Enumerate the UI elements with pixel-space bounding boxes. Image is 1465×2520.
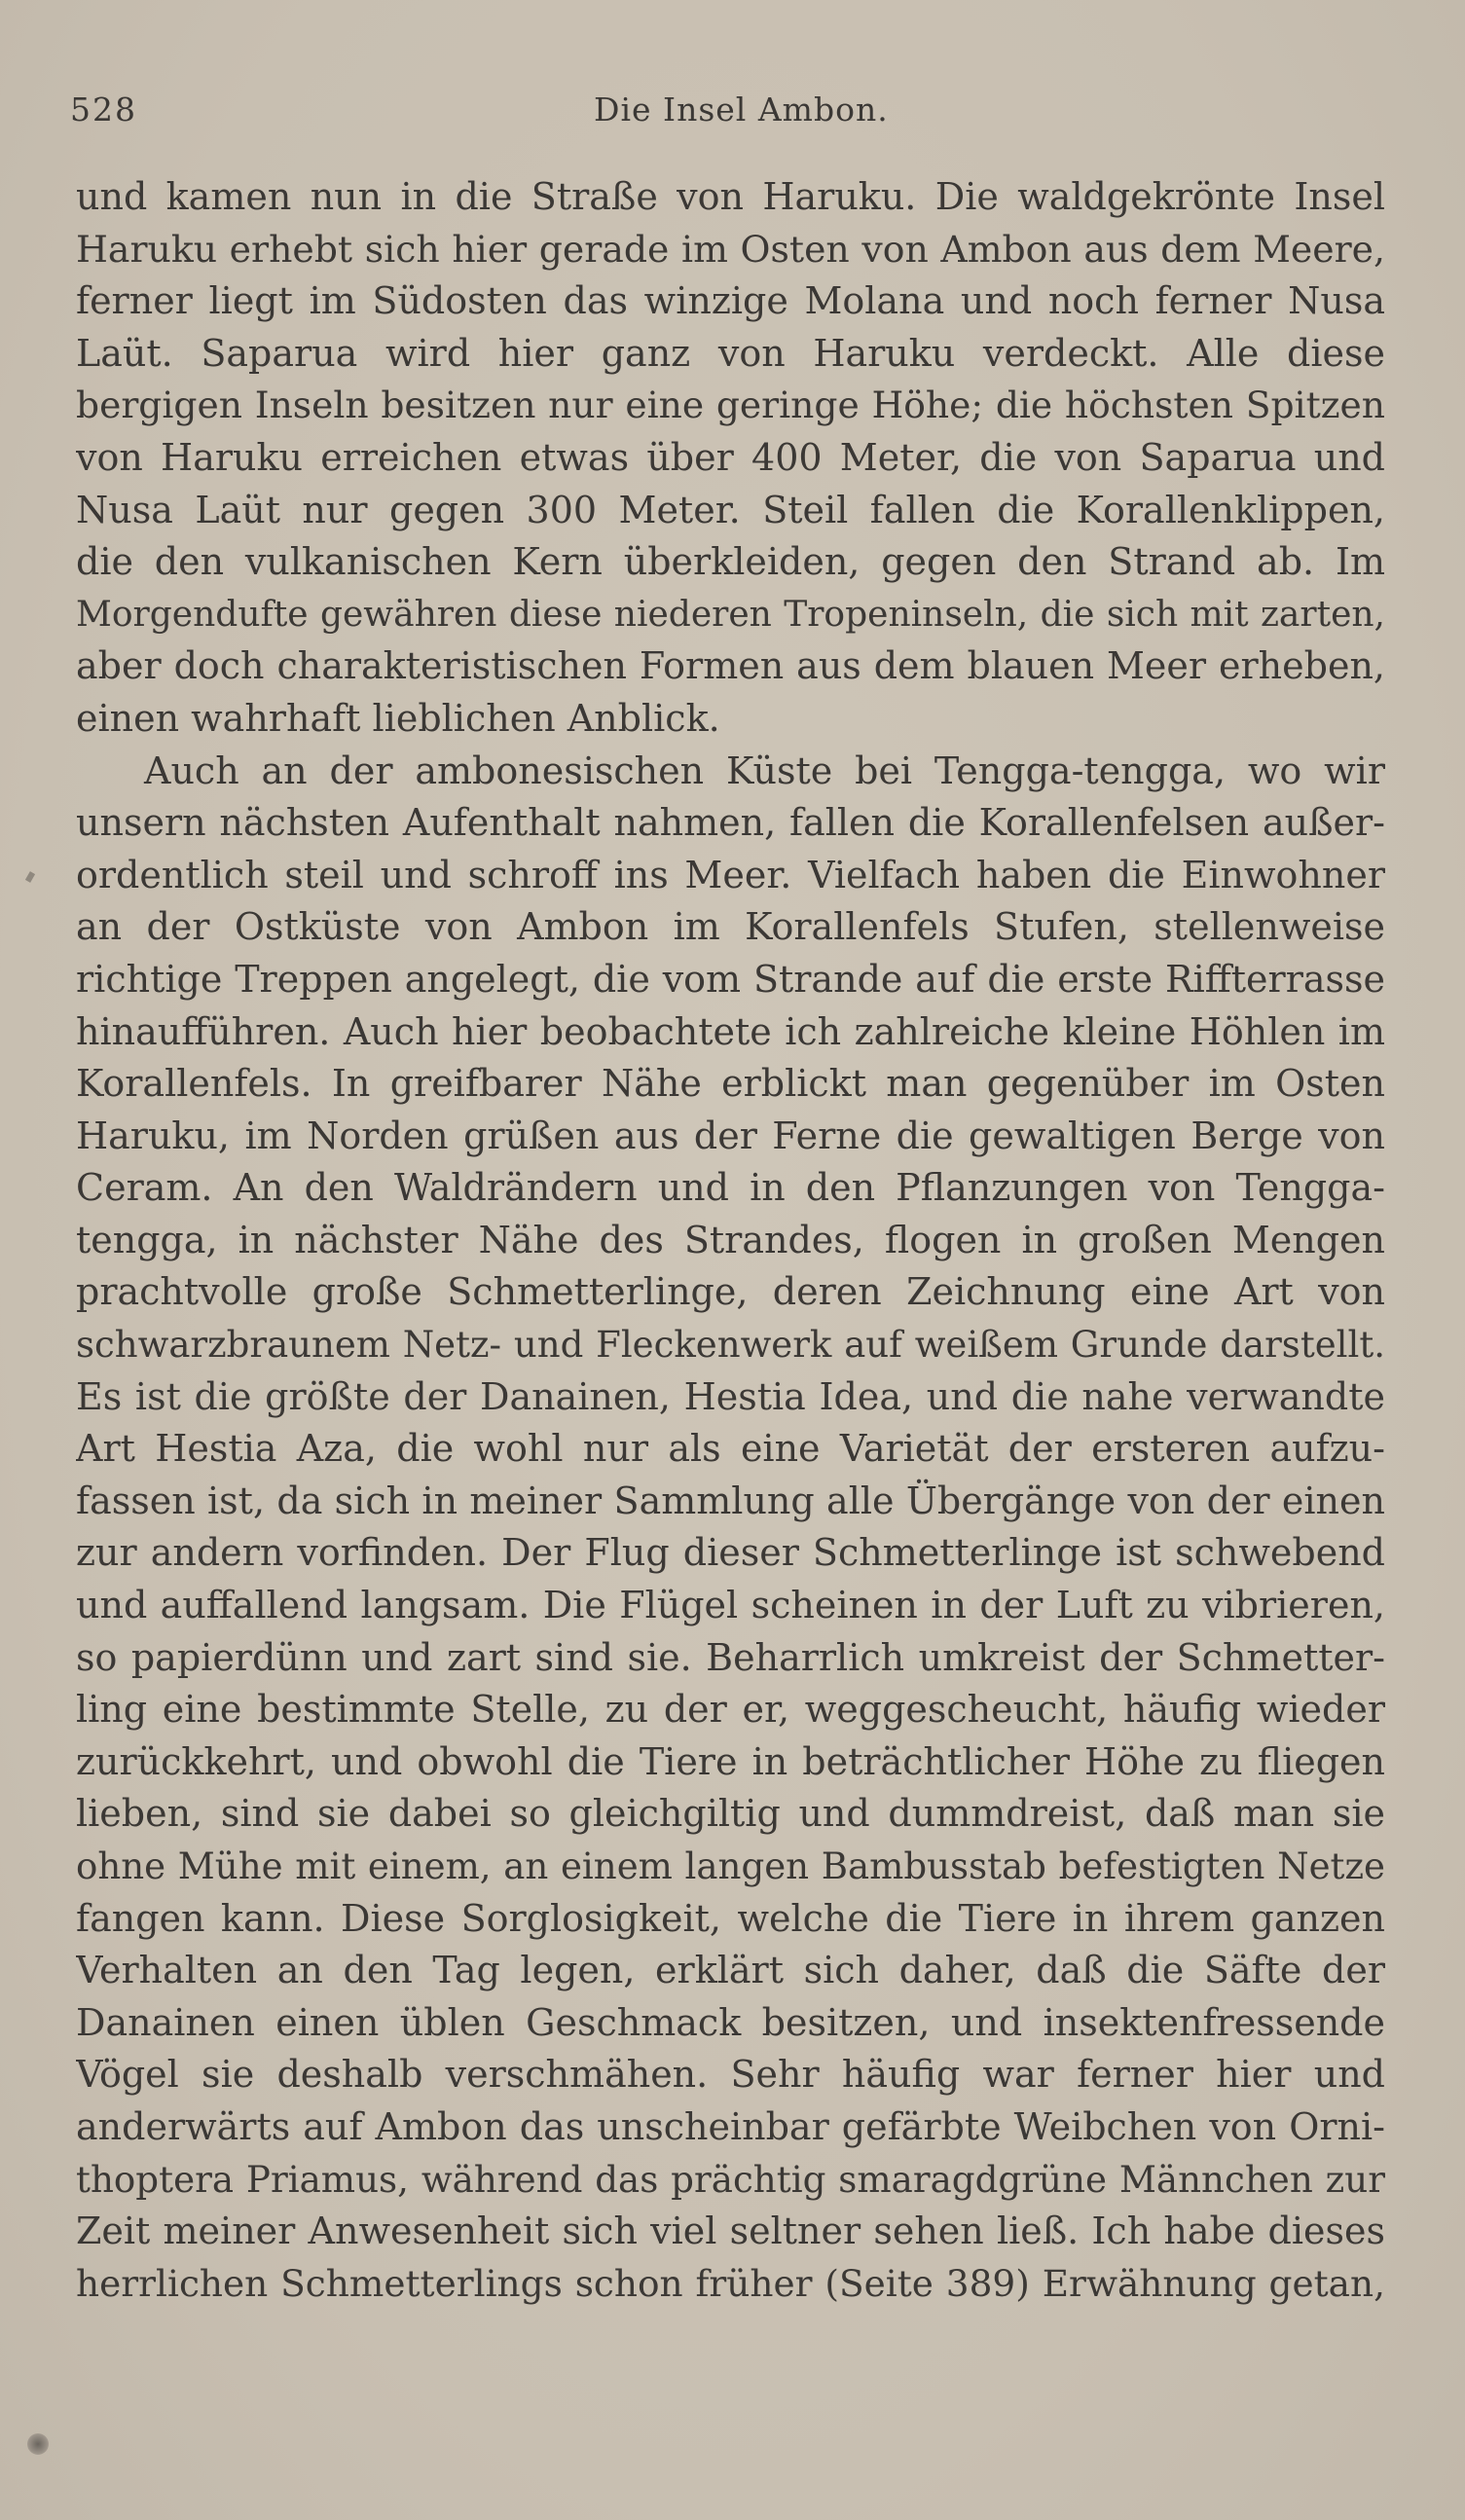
text-line: ordentlich steil und schroff ins Meer. Vielfach haben die Einwohner — [76, 853, 1385, 896]
body-text — [76, 171, 1385, 2310]
text-line: richtige Treppen angelegt, die vom Strande auf die erste Riffterrasse — [76, 957, 1385, 1001]
text-line: unsern nächsten Aufenthalt nahmen, fallen die Korallenfelsen außer- — [76, 801, 1385, 845]
text-line: tengga, in nächster Nähe des Strandes, flogen in großen Mengen — [76, 1218, 1385, 1261]
text-line: und auffallend langsam. Die Flügel scheinen in der Luft zu vibrieren, — [76, 1584, 1385, 1627]
text-line: Ceram. An den Waldrändern und in den Pflanzungen von Tengga- — [76, 1166, 1385, 1210]
margin-mark — [25, 871, 35, 883]
text-line: Zeit meiner Anwesenheit sich viel seltner sehen ließ. Ich habe dieses — [76, 2210, 1385, 2253]
running-title: Die Insel Ambon. — [594, 91, 889, 128]
text-line: Haruku, im Norden grüßen aus der Ferne die gewaltigen Berge von — [76, 1114, 1385, 1157]
text-line: zur andern vorfinden. Der Flug dieser Schmetterlinge ist schwebend — [76, 1531, 1385, 1575]
text-line: ling eine bestimmte Stelle, zu der er, weggescheucht, häufig wieder — [76, 1688, 1385, 1732]
text-line: zurückkehrt, und obwohl die Tiere in beträchtlicher Höhe zu fliegen — [76, 1739, 1385, 1783]
text-line: Danainen einen üblen Geschmack besitzen, und insektenfressende — [76, 2000, 1385, 2044]
text-line: schwarzbraunem Netz- und Fleckenwerk auf weißem Grunde darstellt. — [76, 1324, 1385, 1367]
text-line: von Haruku erreichen etwas über 400 Meter, die von Saparua und — [76, 435, 1385, 479]
text-line: Nusa Laüt nur gegen 300 Meter. Steil fallen die Korallenklippen, — [76, 488, 1385, 531]
text-line: einen wahrhaft lieblichen Anblick. — [76, 696, 720, 740]
text-line: ferner liegt im Südosten das winzige Molana und noch ferner Nusa — [76, 279, 1385, 323]
text-line: Art Hestia Aza, die wohl nur als eine Varietät der ersteren aufzu- — [76, 1427, 1385, 1471]
page-header — [70, 86, 1394, 134]
text-line: bergigen Inseln besitzen nur eine geringe Höhe; die höchsten Spitzen — [76, 383, 1385, 427]
text-line: herrlichen Schmetterlings schon früher (Seite 389) Erwähnung getan, — [76, 2261, 1385, 2305]
text-line: die den vulkanischen Kern überkleiden, gegen den Strand ab. Im — [76, 540, 1385, 584]
text-line: Morgendufte gewähren diese niederen Tropeninseln, die sich mit zarten, — [76, 594, 1385, 635]
text-line: und kamen nun in die Straße von Haruku. Die waldgekrönte Insel — [76, 175, 1385, 218]
text-line: Korallenfels. In greifbarer Nähe erblickt man gegenüber im Osten — [76, 1062, 1385, 1106]
text-line: ohne Mühe mit einem, an einem langen Bambusstab befestigten Netze — [76, 1845, 1385, 1887]
paper-speck — [27, 2433, 49, 2455]
text-line: Es ist die größte der Danainen, Hestia Idea, und die nahe verwandte — [76, 1374, 1385, 1418]
text-line: lieben, sind sie dabei so gleichgiltig und dummdreist, daß man sie — [76, 1792, 1385, 1836]
text-line: Haruku erhebt sich hier gerade im Osten von Ambon aus dem Meere, — [76, 227, 1385, 271]
text-line: Vögel sie deshalb verschmähen. Sehr häufig war ferner hier und — [76, 2053, 1385, 2097]
text-line: Auch an der ambonesischen Küste bei Tengga-tengga, wo wir — [144, 749, 1385, 792]
text-line: fangen kann. Diese Sorglosigkeit, welche die Tiere in ihrem ganzen — [76, 1896, 1385, 1940]
page-number: 528 — [70, 91, 137, 128]
text-line: Laüt. Saparua wird hier ganz von Haruku verdeckt. Alle diese — [76, 331, 1385, 375]
text-line: prachtvolle große Schmetterlinge, deren Zeichnung eine Art von — [76, 1270, 1385, 1314]
text-line: thoptera Priamus, während das prächtig smaragdgrüne Männchen zur — [76, 2157, 1385, 2201]
text-line: an der Ostküste von Ambon im Korallenfels Stufen, stellenweise — [76, 905, 1385, 949]
text-line: so papierdünn und zart sind sie. Beharrlich umkreist der Schmetter- — [76, 1635, 1385, 1679]
text-line: fassen ist, da sich in meiner Sammlung alle Übergänge von der einen — [76, 1479, 1385, 1522]
text-line: anderwärts auf Ambon das unscheinbar gefärbte Weibchen von Orni- — [76, 2104, 1385, 2148]
text-line: hinaufführen. Auch hier beobachtete ich zahlreiche kleine Höhlen im — [76, 1009, 1385, 1053]
text-line: Verhalten an den Tag legen, erklärt sich daher, daß die Säfte der — [76, 1949, 1385, 1992]
text-line: aber doch charakteristischen Formen aus dem blauen Meer erheben, — [76, 644, 1385, 688]
